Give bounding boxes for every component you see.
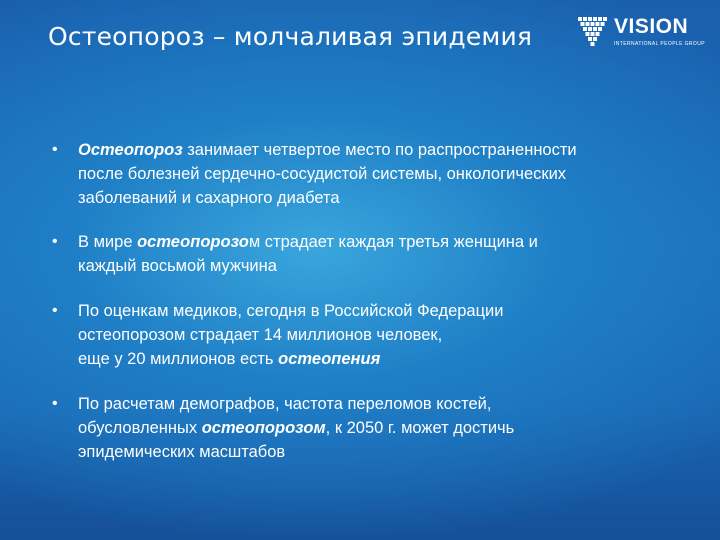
text-line: заболеваний и сахарного диабета <box>78 189 340 207</box>
bullet-text <box>78 138 678 210</box>
emphasis-term: остеопорозо <box>137 233 249 251</box>
bullet-marker: • <box>52 233 58 250</box>
bullet-text <box>78 230 678 278</box>
slide-title: Остеопороз – молчаливая эпидемия <box>48 22 533 51</box>
bullet-marker: • <box>52 302 58 319</box>
text-line: По расчетам демографов, частота переломов костей, <box>78 395 492 413</box>
text-run: обусловленных <box>78 419 202 437</box>
text-run: , к 2050 г. может достичь <box>325 419 515 437</box>
vision-logo-wordmark: VISION <box>614 15 689 38</box>
vision-logo-tagline: INTERNATIONAL PEOPLE GROUP <box>614 41 705 47</box>
emphasis-term: Остеопороз <box>78 141 183 159</box>
text-run: занимает четвертое место по распространенности <box>182 141 577 159</box>
text-line: каждый восьмой мужчина <box>78 257 277 275</box>
text-line: после болезней сердечно-сосудистой системы, онкологических <box>78 165 567 183</box>
text-run: м страдает каждая третья женщина и <box>248 233 538 251</box>
bullet-marker: • <box>52 141 58 158</box>
bullet-text <box>78 392 678 464</box>
emphasis-term: остеопения <box>278 350 381 368</box>
text-run: еще у 20 миллионов есть <box>78 350 279 368</box>
emphasis-term: остеопорозом <box>201 419 326 437</box>
text-line: эпидемических масштабов <box>78 443 286 461</box>
bullet-marker: • <box>52 395 58 412</box>
text-run: В мире <box>78 233 138 251</box>
bullet-text <box>78 299 678 371</box>
text-line: По оценкам медиков, сегодня в Российской Федерации <box>78 302 504 320</box>
text-line: остеопорозом страдает 14 миллионов человек, <box>78 326 443 344</box>
